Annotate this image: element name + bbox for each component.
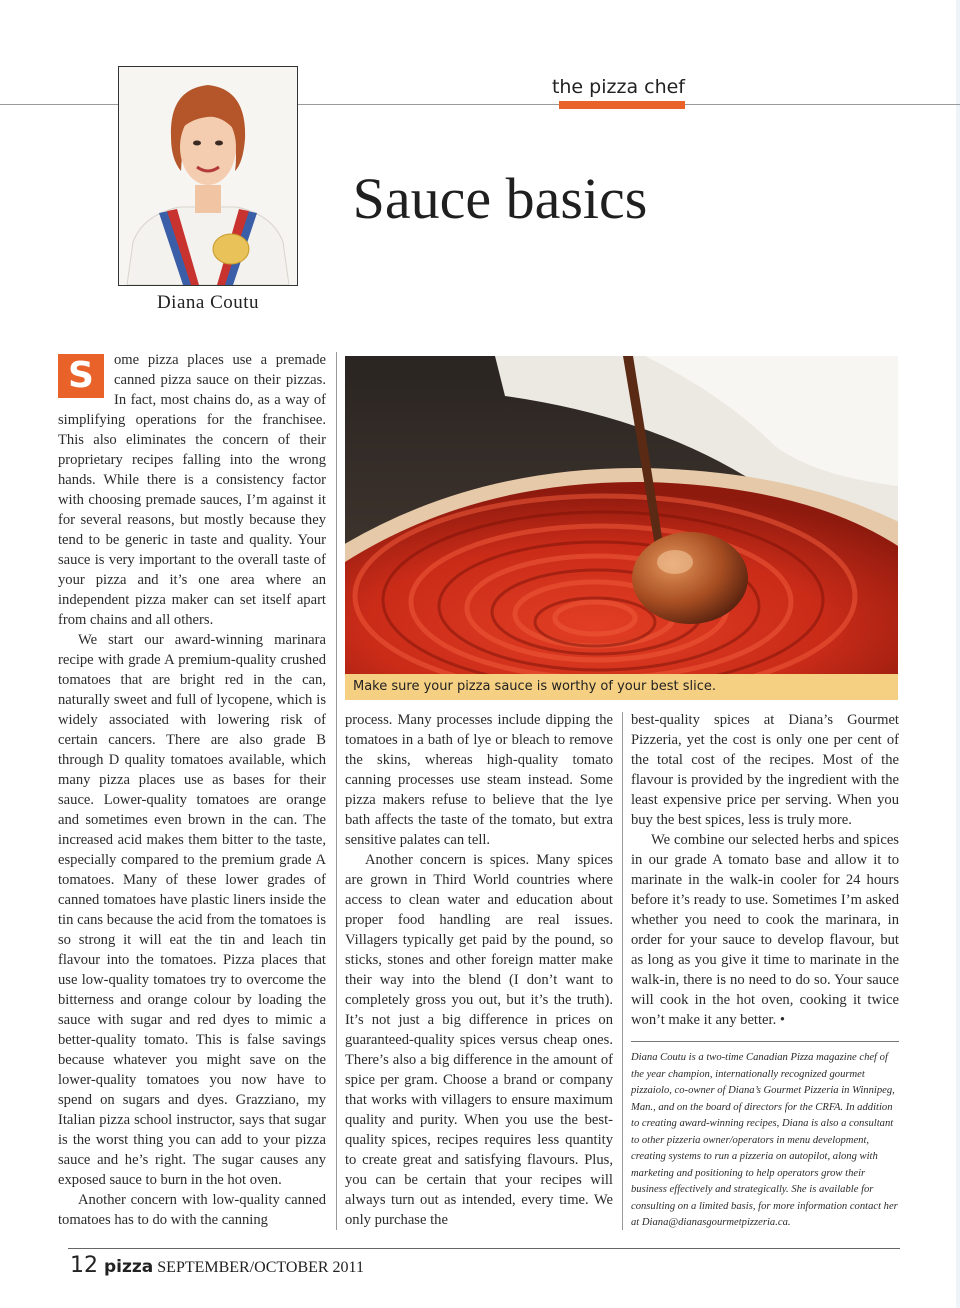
author-photo [118,66,298,286]
footer-rule [68,1248,900,1249]
author-name: Diana Coutu [156,292,260,313]
paragraph: We start our award-winning marinara recipe with grade A premium-quality crushed tomatoes that are bright red in the can, naturally sweet and full of lycopene, which is widely associated with lowering risk of certain cancers. There are also grade B through D quality tomatoes available, which many pizza places use as bases for their sauce. Lower-quality tomatoes are orange and sometimes even brown in the can. The increased acid makes them bitter to the taste, especially compared to the premium grade A tomatoes. Many of these lower grades of canned tomatoes have plastic liners inside the tin cans because the acid from the tomatoes is so strong it will eat the tin and leach tin flavour into the tomatoes. Pizza places that use low-quality tomatoes try to overcome the bitterness and orange colour by loading the sauce with sugar and red dyes to mimic a better-quality tomato. This is false savings because whatever you might save on the lower-quality tomatoes you now have to spend on sugars and dyes. Grazziano, my Italian pizza school instructor, says that sugar is the worst thing you can add to your pizza sauce and he’s right. The sugar causes any exposed sauce to burn in the hot oven. [58,632,326,1188]
author-bio: Diana Coutu is a two-time Canadian Pizza magazine chef of the year champion, internationally recognized gourmet pizzaiolo, co-owner of Diana’s Gourmet Pizzeria in Winnipeg, Man., and on the board of directors for the CRFA. In addition to creating award-winning recipes, Diana is also a consultant to other pizzeria owner/operators in menu development, creating systems to run a pizzeria on autopilot, along with marketing and positioning to help operators grow their business effectively and strategically. She is available for consulting on a limited basis, for more information contact her at Diana@dianasgourmetpizzeria.ca. [631,1052,898,1228]
paragraph-text: ome pizza places use a premade canned pizza sauce on their pizzas. In fact, most chains do, as a way of simplifying operations for the franchisee. This also eliminates the concern of their proprietary recipes falling into the wrong hands. While there is a consistency factor with choosing premade sauces, I’m against it for several reasons, but mostly because they tend to be generic in taste and quality. Your sauce is very important to the overall taste of your pizza and it’s one area where an independent pizza maker can set itself apart from chains and all others. [58,352,326,628]
page-edge [956,0,960,1308]
paragraph: We combine our selected herbs and spices in our grade A tomato base and allow it to marinate in the walk-in cooler for 24 hours before it’s ready to use. Sometimes I’m asked whether you need to cook the marinara, in order for your sauce to develop flavour, but as long as you give it time to marinate in the walk-in, there is no need to do so. Your sauce will cook in the hot oven, cooking it twice won’t make it any better. • [631,832,899,1028]
article-column-2 [345,710,613,1230]
pizza-sauce-image [345,356,898,674]
author-portrait-image [119,67,297,285]
page-footer [70,1253,364,1278]
page-number: 12 [70,1253,98,1278]
sauce-photo [345,356,898,674]
article-column-3 [631,710,899,1030]
article-column-1 [58,350,326,1230]
paragraph: process. Many processes include dipping the tomatoes in a bath of lye or bleach to remove the skins, whereas high-quality tomato canning processes use steam instead. Some pizza makers refuse to believe that the lye bath affects the taste of the tomato, but extra sensitive palates can tell. [345,712,613,848]
paragraph: Another concern with low-quality canned tomatoes has to do with the canning [58,1192,326,1228]
issue-date: SEPTEMBER/OCTOBER 2011 [157,1259,364,1276]
drop-cap: S [58,354,104,398]
magazine-name: pizza [104,1257,154,1277]
bio-rule [631,1041,899,1042]
column-divider [622,712,623,1230]
section-label: the pizza chef [551,76,685,98]
section-underline [559,101,685,109]
paragraph [58,350,326,630]
paragraph: best-quality spices at Diana’s Gourmet Pizzeria, yet the cost is only one per cent of the total cost of the recipes. Most of the flavour is provided by the ingredient with the least expensive price per serving. When you buy the best spices, less is truly more. [631,712,899,828]
article-title: Sauce basics [352,166,648,231]
paragraph: Another concern is spices. Many spices are grown in Third World countries where access to clean water and education about proper food handling are real issues. Villagers typically get paid by the pound, so sticks, stones and other foreign matter make their way into the blend (I don’t want to completely gross you out, but it’s the truth). It’s not just a big difference in prices on guaranteed-quality spices versus cheap ones. There’s also a big difference in the amount of spice per gram. Choose a brand or company that works with villagers to ensure maximum quality and purity. When you use the best-quality spices, recipes requires less quantity to create great and satisfying flavours. Plus, you can be certain that your recipes will always turn out as intended, every time. We only purchase the [345,852,613,1228]
column-divider [336,352,337,1230]
photo-caption: Make sure your pizza sauce is worthy of your best slice. [353,679,716,694]
